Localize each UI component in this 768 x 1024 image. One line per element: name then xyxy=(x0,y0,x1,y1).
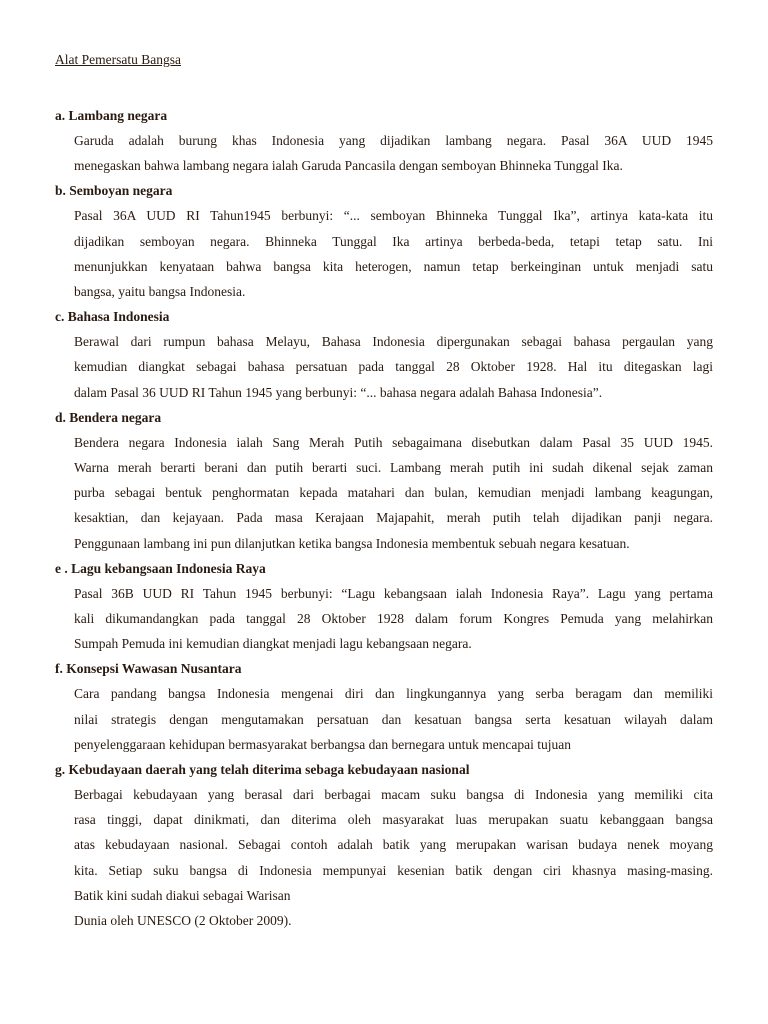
document-title: Alat Pemersatu Bangsa xyxy=(55,52,181,67)
body-line: Pasal 36A UUD RI Tahun1945 berbunyi: “... semboyan Bhinneka Tunggal Ika”, artinya kata-kata itu xyxy=(74,208,713,224)
section-bendera-negara xyxy=(55,405,713,556)
body-line: kali dikumandangkan pada tanggal 28 Oktober 1928 dalam forum Kongres Pemuda yang melahirkan xyxy=(74,611,713,627)
body-line: Warna merah berarti berani dan putih berarti suci. Lambang merah putih ini sudah dikenal sejak zaman xyxy=(74,460,713,476)
section-lambang-negara xyxy=(55,103,713,178)
section-body xyxy=(74,203,713,304)
body-line: Cara pandang bangsa Indonesia mengenai diri dan lingkungannya yang serba beragam dan memiliki xyxy=(74,686,713,702)
section-body xyxy=(74,329,713,405)
section-body xyxy=(74,782,713,933)
body-line: menegaskan bahwa lambang negara ialah Garuda Pancasila dengan semboyan Bhinneka Tunggal Ika. xyxy=(74,158,623,174)
section-heading: c. Bahasa Indonesia xyxy=(55,309,170,325)
body-line: Bendera negara Indonesia ialah Sang Merah Putih sebagaimana disebutkan dalam Pasal 35 UUD 1945. xyxy=(74,434,713,450)
body-line: purba sebagai bentuk penghormatan kepada matahari dan bulan, kemudian menjadi lambang keagungan, xyxy=(74,485,713,501)
section-heading: a. Lambang negara xyxy=(55,108,168,123)
section-bahasa-indonesia xyxy=(55,304,713,405)
section-lagu-kebangsaan xyxy=(55,556,713,657)
section-wawasan-nusantara xyxy=(55,656,713,757)
body-line: Dunia oleh UNESCO (2 Oktober 2009). xyxy=(74,913,292,929)
section-heading: b. Semboyan negara xyxy=(55,183,173,199)
section-heading: f. Konsepsi Wawasan Nusantara xyxy=(55,661,242,677)
body-line: kita. Setiap suku bangsa di Indonesia mempunyai kesenian batik dengan ciri khasnya masing-masing. xyxy=(74,862,713,878)
body-line: bangsa, yaitu bangsa Indonesia. xyxy=(74,284,246,300)
body-line: penyelenggaraan kehidupan bermasyarakat berbangsa dan bernegara untuk mencapai tujuan xyxy=(74,736,572,752)
body-line: Penggunaan lambang ini pun dilanjutkan ketika bangsa Indonesia membentuk sebuah negara kesatuan. xyxy=(74,535,630,551)
body-line: Pasal 36B UUD RI Tahun 1945 berbunyi: “Lagu kebangsaan ialah Indonesia Raya”. Lagu yang pertama xyxy=(74,585,713,601)
section-kebudayaan-daerah xyxy=(55,757,713,933)
section-body xyxy=(74,581,713,657)
body-line: nilai strategis dengan mengutamakan persatuan dan kesatuan bangsa serta kesatuan wilayah dalam xyxy=(74,711,713,727)
section-body xyxy=(74,430,713,556)
body-line: dijadikan semboyan negara. Bhinneka Tunggal Ika artinya berbeda-beda, tetapi tetap satu. Ini xyxy=(74,233,713,249)
body-line: kesaktian, dan kejayaan. Pada masa Kerajaan Majapahit, merah putih telah dijadikan panji negara. xyxy=(74,510,713,526)
body-line: Garuda adalah burung khas Indonesia yang dijadikan lambang negara. Pasal 36A UUD 1945 xyxy=(74,133,713,148)
body-line: kemudian diangkat sebagai bahasa persatuan pada tanggal 28 Oktober 1928. Hal itu ditegaskan lagi xyxy=(74,359,713,375)
document-page xyxy=(55,50,713,933)
body-line: Batik kini sudah diakui sebagai Warisan xyxy=(74,887,291,903)
section-semboyan-negara xyxy=(55,178,713,304)
section-body xyxy=(74,128,713,178)
section-heading: e . Lagu kebangsaan Indonesia Raya xyxy=(55,560,266,576)
body-line: rasa tinggi, dapat dinikmati, dan diterima oleh masyarakat luas merupakan suatu kebanggaan bangsa xyxy=(74,812,713,828)
section-heading: d. Bendera negara xyxy=(55,409,162,425)
body-line: dalam Pasal 36 UUD RI Tahun 1945 yang berbunyi: “... bahasa negara adalah Bahasa Indonesia”. xyxy=(74,384,603,400)
section-body xyxy=(74,681,713,757)
section-heading: g. Kebudayaan daerah yang telah diterima sebaga kebudayaan nasional xyxy=(55,762,470,778)
body-line: Berbagai kebudayaan yang berasal dari berbagai macam suku bangsa di Indonesia yang memiliki cita xyxy=(74,787,713,803)
body-line: Berawal dari rumpun bahasa Melayu, Bahasa Indonesia dipergunakan sebagai bahasa pergaulan yang xyxy=(74,334,713,350)
body-line: atas kebudayaan nasional. Sebagai contoh adalah batik yang merupakan warisan budaya nenek moyang xyxy=(74,837,713,853)
body-line: menunjukkan kenyataan bahwa bangsa kita heterogen, namun tetap berkeinginan untuk menjadi satu xyxy=(74,258,713,274)
body-line: Sumpah Pemuda ini kemudian diangkat menjadi lagu kebangsaan negara. xyxy=(74,636,472,652)
